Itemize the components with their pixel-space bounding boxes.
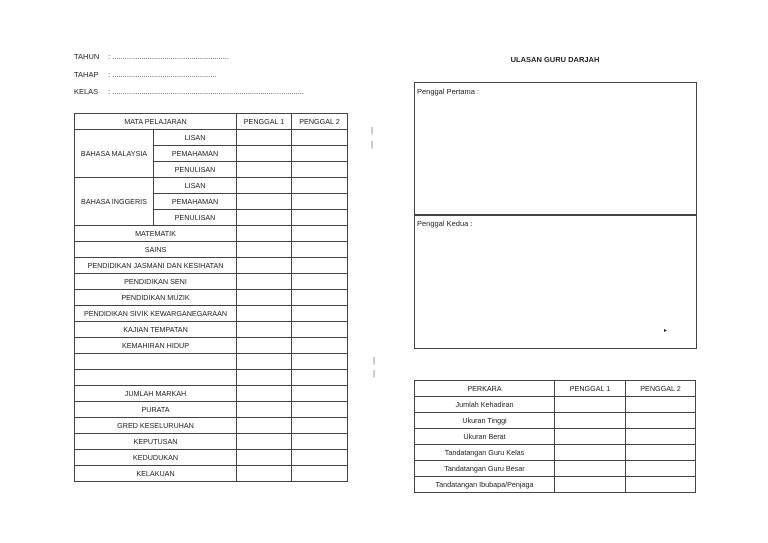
value-cell[interactable] xyxy=(626,413,696,429)
table-row xyxy=(75,370,348,386)
bm-subject: BAHASA MALAYSIA xyxy=(75,130,154,178)
table-row xyxy=(75,322,348,338)
table-row xyxy=(415,477,696,493)
table-row xyxy=(75,130,348,146)
grade-cell[interactable] xyxy=(292,130,348,146)
grade-cell[interactable] xyxy=(292,178,348,194)
table-row xyxy=(415,445,696,461)
grade-cell[interactable] xyxy=(237,290,292,306)
grade-cell[interactable] xyxy=(292,354,348,370)
bi-subject: BAHASA INGGERIS xyxy=(75,178,154,226)
grade-cell[interactable] xyxy=(292,418,348,434)
fold-mark: | xyxy=(371,126,374,135)
table-row xyxy=(75,306,348,322)
table-row xyxy=(75,226,348,242)
grade-cell[interactable] xyxy=(237,450,292,466)
grade-cell[interactable] xyxy=(237,146,292,162)
fold-mark: | xyxy=(373,356,376,365)
grade-cell[interactable] xyxy=(237,194,292,210)
grade-cell[interactable] xyxy=(237,370,292,386)
subject-label: PENDIDIKAN JASMANI DAN KESIHATAN xyxy=(75,258,237,274)
table-row xyxy=(75,258,348,274)
value-cell[interactable] xyxy=(626,461,696,477)
value-cell[interactable] xyxy=(555,429,626,445)
second-term-label: Penggal Kedua : xyxy=(417,219,473,228)
grade-cell[interactable] xyxy=(292,402,348,418)
value-cell[interactable] xyxy=(626,429,696,445)
grade-cell[interactable] xyxy=(237,210,292,226)
subject-label[interactable] xyxy=(75,370,237,386)
grade-cell[interactable] xyxy=(292,306,348,322)
p1-header: PENGGAL 1 xyxy=(555,381,626,397)
second-term-comment-box[interactable] xyxy=(414,214,697,349)
kelas-colon: : xyxy=(108,87,111,96)
grade-cell[interactable] xyxy=(292,210,348,226)
subject-label: SAINS xyxy=(75,242,237,258)
report-header-row xyxy=(75,114,348,130)
grade-cell[interactable] xyxy=(237,354,292,370)
first-term-label: Penggal Pertama : xyxy=(417,87,480,96)
grade-cell[interactable] xyxy=(292,274,348,290)
bm-pemahaman: PEMAHAMAN xyxy=(154,146,237,162)
table-row xyxy=(75,290,348,306)
fold-mark: | xyxy=(371,140,374,149)
tahap-field[interactable]: .................................................. xyxy=(112,70,217,79)
tahun-field[interactable]: ........................................................ xyxy=(112,52,229,61)
subject-label: PENDIDIKAN SIVIK KEWARGANEGARAAN xyxy=(75,306,237,322)
grade-cell[interactable] xyxy=(237,418,292,434)
bi-penulisan: PENULISAN xyxy=(154,210,237,226)
subject-header: MATA PELAJARAN xyxy=(75,114,237,130)
summary-label: GRED KESELURUHAN xyxy=(75,418,237,434)
subject-label[interactable] xyxy=(75,354,237,370)
value-cell[interactable] xyxy=(555,413,626,429)
table-row xyxy=(415,429,696,445)
grade-cell[interactable] xyxy=(237,130,292,146)
value-cell[interactable] xyxy=(555,477,626,493)
p1-header: PENGGAL 1 xyxy=(237,114,292,130)
subject-label: KAJIAN TEMPATAN xyxy=(75,322,237,338)
p2-header: PENGGAL 2 xyxy=(292,114,348,130)
p2-header: PENGGAL 2 xyxy=(626,381,696,397)
table-row xyxy=(75,242,348,258)
table-row xyxy=(75,434,348,450)
grade-cell[interactable] xyxy=(292,162,348,178)
value-cell[interactable] xyxy=(626,445,696,461)
tahap-colon: : xyxy=(108,70,111,79)
fold-mark: | xyxy=(373,369,376,378)
grade-cell[interactable] xyxy=(292,338,348,354)
value-cell[interactable] xyxy=(555,445,626,461)
grade-cell[interactable] xyxy=(292,146,348,162)
value-cell[interactable] xyxy=(555,461,626,477)
table-row xyxy=(75,450,348,466)
review-title: ULASAN GURU DARJAH xyxy=(510,55,600,64)
perkara-item: Tandatangan Ibubapa/Penjaga xyxy=(415,477,555,493)
grade-cell[interactable] xyxy=(292,290,348,306)
grade-cell[interactable] xyxy=(237,162,292,178)
perkara-table xyxy=(414,380,696,493)
first-term-comment-box[interactable] xyxy=(414,82,697,216)
perkara-item: Ukuran Berat xyxy=(415,429,555,445)
grade-cell[interactable] xyxy=(292,466,348,482)
kelas-field[interactable]: ............................................................................................ xyxy=(112,87,304,96)
grade-cell[interactable] xyxy=(237,402,292,418)
table-row xyxy=(75,386,348,402)
kelas-line xyxy=(74,87,304,96)
grade-cell[interactable] xyxy=(292,434,348,450)
bm-lisan: LISAN xyxy=(154,130,237,146)
grade-cell[interactable] xyxy=(237,386,292,402)
grade-cell[interactable] xyxy=(292,226,348,242)
table-row xyxy=(75,418,348,434)
table-row xyxy=(415,413,696,429)
perkara-header-row xyxy=(415,381,696,397)
grade-cell[interactable] xyxy=(292,322,348,338)
tahap-line xyxy=(74,70,216,79)
perkara-item: Ukuran Tinggi xyxy=(415,413,555,429)
bi-lisan: LISAN xyxy=(154,178,237,194)
grade-cell[interactable] xyxy=(237,434,292,450)
tahun-label: TAHUN xyxy=(74,52,100,61)
summary-label: KEPUTUSAN xyxy=(75,434,237,450)
tahap-label: TAHAP xyxy=(74,70,99,79)
kelas-label: KELAS xyxy=(74,87,99,96)
summary-label: KEDUDUKAN xyxy=(75,450,237,466)
subject-label: MATEMATIK xyxy=(75,226,237,242)
grade-cell[interactable] xyxy=(292,258,348,274)
table-row xyxy=(415,397,696,413)
grade-cell[interactable] xyxy=(292,370,348,386)
subject-label: PENDIDIKAN SENI xyxy=(75,274,237,290)
value-cell[interactable] xyxy=(626,477,696,493)
tahun-colon: : xyxy=(108,52,111,61)
value-cell[interactable] xyxy=(555,397,626,413)
perkara-item: Tandatangan Guru Besar xyxy=(415,461,555,477)
table-row xyxy=(75,178,348,194)
summary-label: KELAKUAN xyxy=(75,466,237,482)
summary-label: JUMLAH MARKAH xyxy=(75,386,237,402)
bi-pemahaman: PEMAHAMAN xyxy=(154,194,237,210)
grade-cell[interactable] xyxy=(237,178,292,194)
tahun-line xyxy=(74,52,229,61)
table-row xyxy=(75,402,348,418)
grade-cell[interactable] xyxy=(237,338,292,354)
grade-cell[interactable] xyxy=(292,194,348,210)
report-table xyxy=(74,113,348,482)
grade-cell[interactable] xyxy=(292,386,348,402)
perkara-header: PERKARA xyxy=(415,381,555,397)
perkara-item: Tandatangan Guru Kelas xyxy=(415,445,555,461)
table-row xyxy=(75,338,348,354)
grade-cell[interactable] xyxy=(292,450,348,466)
subject-label: PENDIDIKAN MUZIK xyxy=(75,290,237,306)
grade-cell[interactable] xyxy=(237,466,292,482)
table-row xyxy=(75,274,348,290)
table-row xyxy=(415,461,696,477)
perkara-item: Jumlah Kehadiran xyxy=(415,397,555,413)
grade-cell[interactable] xyxy=(237,258,292,274)
table-row xyxy=(75,466,348,482)
value-cell[interactable] xyxy=(626,397,696,413)
grade-cell[interactable] xyxy=(237,322,292,338)
subject-label: KEMAHIRAN HIDUP xyxy=(75,338,237,354)
summary-label: PURATA xyxy=(75,402,237,418)
grade-cell[interactable] xyxy=(237,274,292,290)
bm-penulisan: PENULISAN xyxy=(154,162,237,178)
table-row xyxy=(75,354,348,370)
grade-cell[interactable] xyxy=(237,226,292,242)
grade-cell[interactable] xyxy=(292,242,348,258)
grade-cell[interactable] xyxy=(237,242,292,258)
grade-cell[interactable] xyxy=(237,306,292,322)
arrow-icon: ▸ xyxy=(664,328,668,334)
